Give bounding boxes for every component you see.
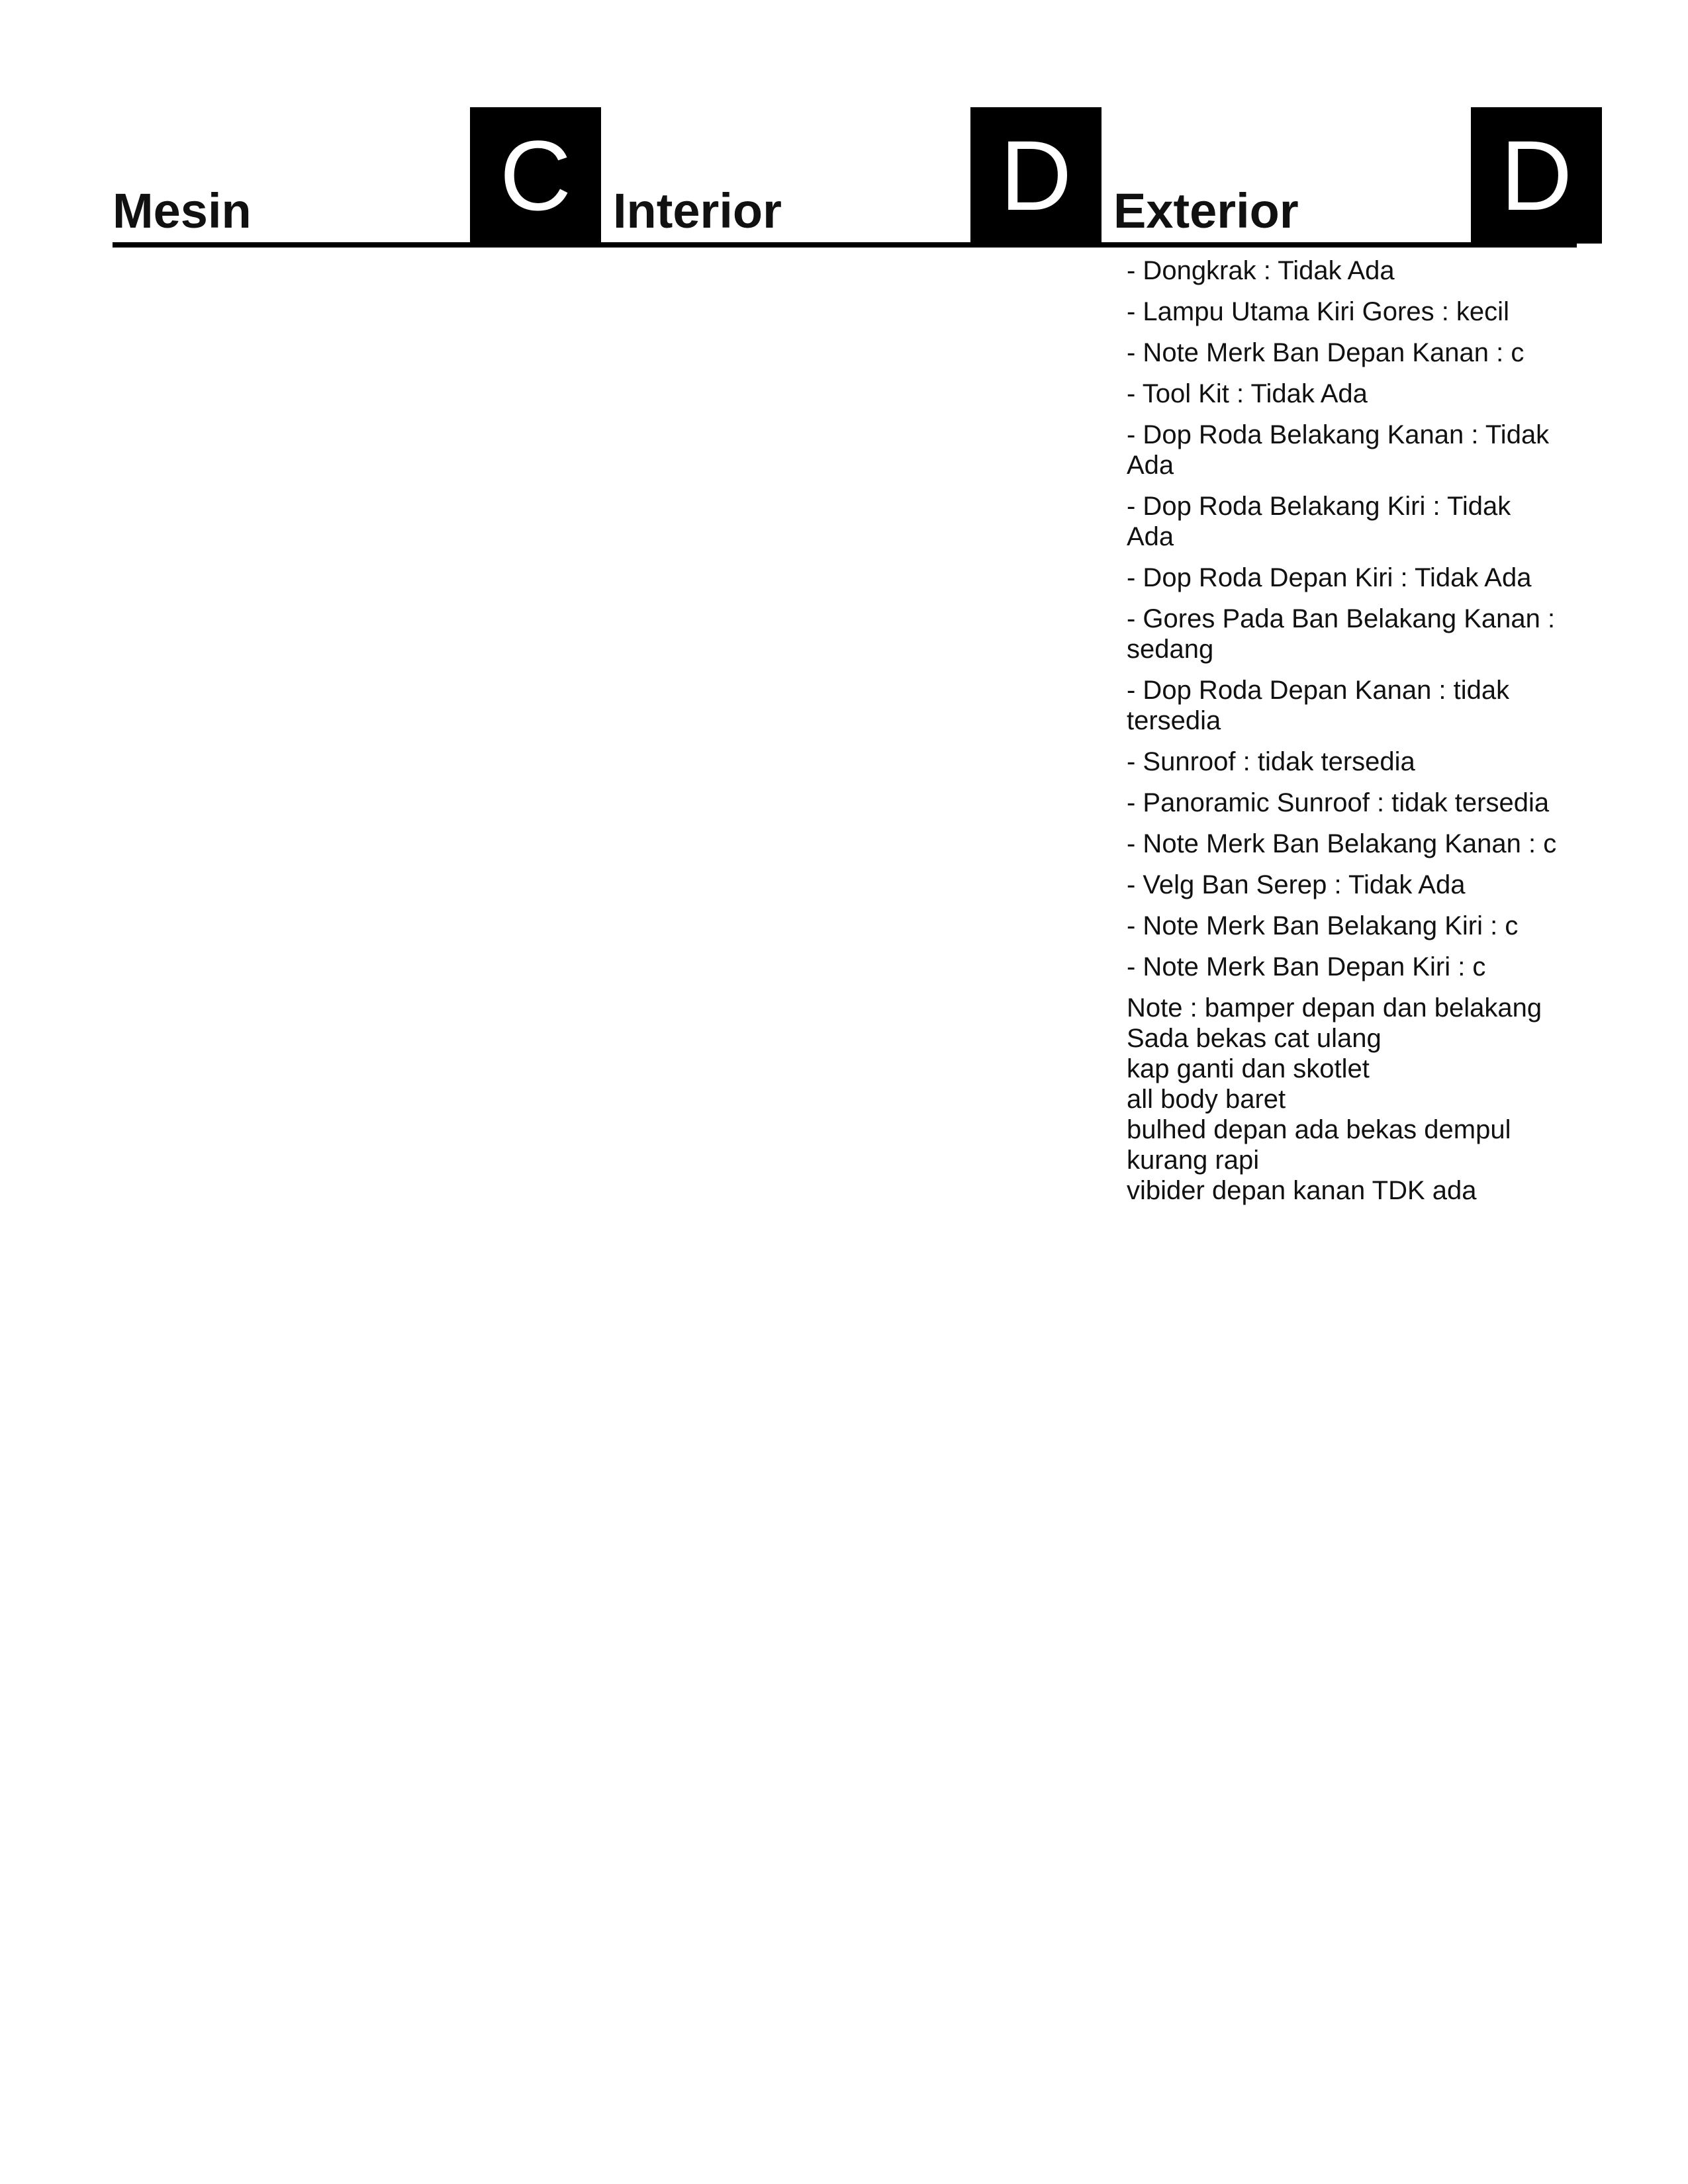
list-item: - Gores Pada Ban Belakang Kanan : sedang <box>1127 604 1556 664</box>
grade-header <box>113 107 1578 249</box>
list-item: - Dop Roda Belakang Kanan : Tidak Ada <box>1127 420 1550 480</box>
header-divider <box>113 242 1577 248</box>
grade-badge-exterior: D <box>1471 107 1602 244</box>
exterior-note: Note : bamper depan dan belakang Sada bekas cat ulang kap ganti dan skotlet all body baret bulhed depan ada bekas dempul kurang rapi vibider depan kanan TDK ada <box>1127 993 1542 1205</box>
list-item: - Dop Roda Depan Kiri : Tidak Ada <box>1127 563 1532 592</box>
list-item: - Note Merk Ban Belakang Kanan : c <box>1127 829 1557 858</box>
section-title-interior: Interior <box>613 183 782 238</box>
list-item: - Note Merk Ban Depan Kiri : c <box>1127 952 1486 981</box>
list-item: - Tool Kit : Tidak Ada <box>1127 379 1368 408</box>
list-item: - Dop Roda Belakang Kiri : Tidak Ada <box>1127 492 1511 551</box>
list-item: - Note Merk Ban Belakang Kiri : c <box>1127 911 1519 940</box>
list-item: - Panoramic Sunroof : tidak tersedia <box>1127 788 1550 817</box>
list-item: - Note Merk Ban Depan Kanan : c <box>1127 338 1524 367</box>
list-item: - Dongkrak : Tidak Ada <box>1127 256 1395 285</box>
grade-badge-interior: D <box>970 107 1102 244</box>
section-mesin <box>113 107 601 249</box>
section-exterior <box>1113 107 1602 249</box>
list-item: - Velg Ban Serep : Tidak Ada <box>1127 870 1466 899</box>
section-title-exterior: Exterior <box>1113 183 1299 238</box>
section-interior <box>613 107 1102 249</box>
exterior-findings-list <box>1127 255 1564 1206</box>
section-title-mesin: Mesin <box>113 183 252 238</box>
list-item: - Dop Roda Depan Kanan : tidak tersedia <box>1127 676 1510 735</box>
list-item: - Sunroof : tidak tersedia <box>1127 747 1415 776</box>
list-item: - Lampu Utama Kiri Gores : kecil <box>1127 297 1509 326</box>
grade-badge-mesin: C <box>470 107 601 244</box>
